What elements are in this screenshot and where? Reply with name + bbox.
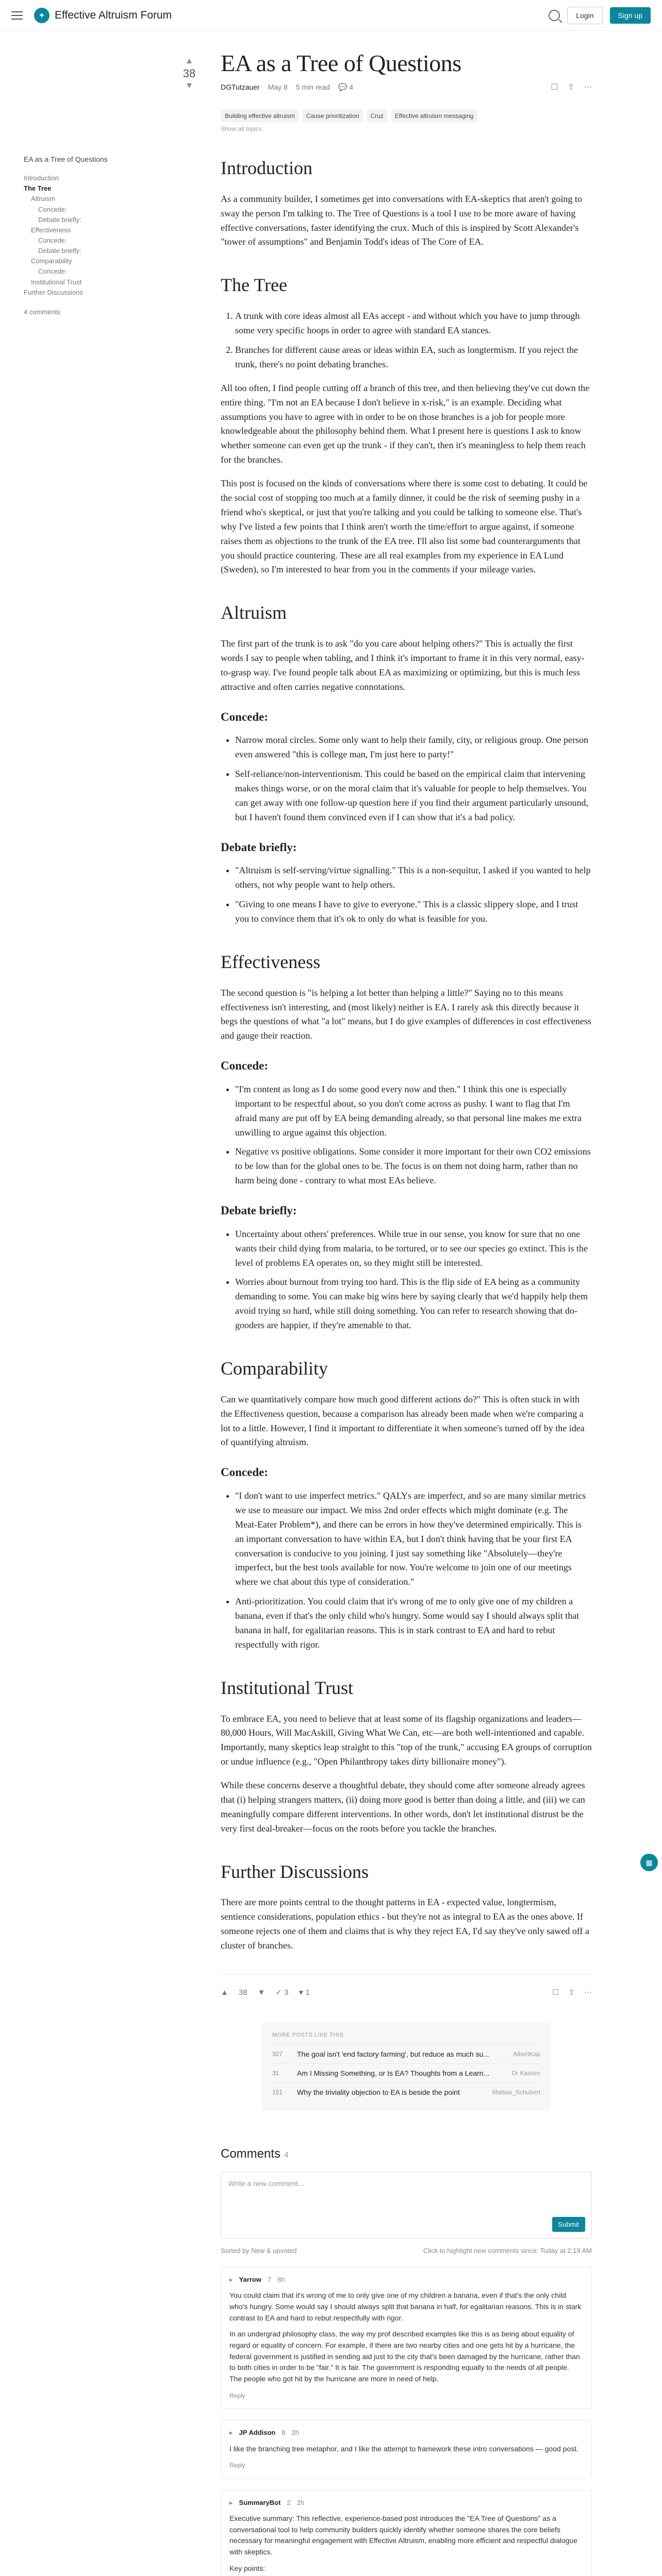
reply-button[interactable]: Reply [229, 2462, 245, 2469]
related-post-row[interactable] [272, 2044, 540, 2063]
comment-author[interactable]: Yarrow [239, 2276, 261, 2284]
list-item: • Self-reliance/non-interventionism. This could be based on the empirical claim that intervening makes things worse, or on the moral claim that it's valuable for people to help themselves. You can get away with one follow-up question here if you find their argument particularly unsound, but I haven't found them convinced even if I can show that it's a bad policy. [235, 767, 592, 825]
subheading: Concede: [221, 1059, 268, 1073]
reply-button[interactable]: Reply [229, 2392, 245, 2399]
paragraph: To embrace EA, you need to believe that at least some of its flagship organizations and leaders—80,000 Hours, Will MacAskill, Giving What We Can, etc—are both well-intentioned and capable. Importantly, many skeptics leap straight to this "top of the trunk," accusing EA groups of corruption or undue influence (e.g., "Open Philanthropy takes dirty billionaire money"). [221, 1713, 592, 1767]
topic-tag[interactable]: Building effective altruism [221, 110, 299, 122]
comment-time: 2h [291, 2429, 300, 2437]
downvote-icon[interactable]: ▼ [257, 1988, 266, 1997]
chat-fab-icon[interactable]: ▦ [640, 1854, 658, 1871]
section-heading: Further Discussions [221, 1861, 369, 1882]
more-icon[interactable]: ⋯ [584, 83, 592, 92]
subheading: Concede: [221, 710, 268, 723]
post-title: EA as a Tree of Questions [221, 50, 461, 76]
collapse-icon[interactable]: ▸ [229, 2498, 233, 2506]
comment-karma: 8 [282, 2429, 286, 2437]
list-item: • Anti-prioritization. You could claim that it's wrong of me to only give one of my children a banana, even if that's the only child who's hungry. Some would say I should always split that banana in half, for egalitarian reasons. This is in stark contrast to EA and hard to rebut respectfully with rigor. [235, 1595, 592, 1652]
comments-title: Comments [221, 2147, 281, 2161]
toc-comments-link[interactable]: 4 comments [24, 308, 60, 316]
share-icon[interactable]: ⇧ [567, 83, 574, 92]
paragraph: While these concerns deserve a thoughtful debate, they should come after someone already agrees that (i) helping strangers matters, (ii) doing more good is better than doing a little, and (iii) we can meaningfully compare different interventions. In other words, don't let institutional distrust be the very first deal-breaker—focus on the roots before you tackle the branches. [221, 1780, 585, 1834]
comment-author[interactable]: JP Addison [239, 2429, 276, 2437]
comment [221, 2490, 592, 2576]
comment-count: 4 [349, 82, 354, 91]
paragraph: This post is focused on the kinds of conversations where there is some cost to debating. It could be the social cost of stopping too much at a family dinner, it could be the risk of seeming pushy in a friend who's skeptical, or just that you're talking and you could be talking to someone else. That's why I've listed a few points that I think aren't worth the time/effort to argue against, if someone raises them as objections to the trunk of the EA tree. I'll also list some bad counterarguments that you should practice countering. These are all real examples from my experience in EA Lund (Sweden), so I'm interested to hear from you in the comments if your mileage varies. [221, 478, 588, 575]
login-button[interactable]: Login [567, 7, 602, 24]
heart-count: 1 [305, 1988, 310, 1997]
related-post-author[interactable]: Dr Kassim [511, 2070, 540, 2077]
more-posts-box [262, 2023, 551, 2111]
submit-button[interactable]: Submit [552, 2217, 585, 2232]
bottom-vote-count: 38 [238, 1988, 247, 1997]
bullet-list [235, 1489, 592, 1652]
toc-item[interactable]: Debate briefly: [38, 215, 81, 224]
topic-tag[interactable]: Cause prioritization [302, 110, 363, 122]
toc-item[interactable]: Debate briefly: [38, 247, 81, 255]
list-item: • "Giving to one means I have to give to everyone." This is a classic slippery slope, and I trust you to convince them that it's ok to only do what is feasible for you. [235, 897, 592, 926]
list-item: • Narrow moral circles. Some only want to help their family, city, or religious group. One person even answered "this is college man, I'm just here to party!" [235, 733, 592, 762]
comment-sort-row [221, 2247, 592, 2255]
table-of-contents [24, 155, 127, 317]
toc-item[interactable]: Altruism [31, 195, 55, 203]
read-time: 5 min read [295, 83, 330, 91]
subheading: Debate briefly: [221, 1204, 297, 1217]
subheading: Debate briefly: [221, 840, 297, 854]
toc-item[interactable]: Institutional Trust [31, 278, 82, 286]
related-post-row[interactable] [272, 2063, 540, 2082]
share-icon[interactable]: ⇧ [568, 1988, 575, 1997]
list-item: • "I'm content as long as I do some good every now and then." I think this one is especially important to be respectful about, so you don't come across as pushy. I want to flag that I'm afraid many are put off by EA being demanding already, so that personal line makes me extra unwilling to argue against this objection. [235, 1082, 592, 1140]
paragraph: There are more points central to the thought patterns in EA - expected value, longtermism, sentience considerations, population ethics - but they're not as integral to EA as the ones above. If someone rejects one of them and claims that is why they reject EA, I'd say they've only sawed off a cluster of branches. [221, 1897, 589, 1951]
section-heading: The Tree [221, 275, 287, 296]
comment-header [229, 2275, 583, 2285]
top-bar [0, 0, 662, 31]
section-heading: Introduction [221, 158, 312, 178]
comment-paragraph: Key points: [229, 2564, 266, 2572]
comment-karma: 7 [267, 2276, 272, 2284]
list-item: • Uncertainty about others' preferences. While true in our sense, you know for sure that no one wants their child dying from malaria, to be tortured, or to see our species go extinct. This is the level of problems EA operates on, so they might still be interested. [235, 1227, 592, 1270]
heart-reaction[interactable]: ♥ 1 [299, 1988, 310, 1997]
agree-count: 3 [284, 1988, 289, 1997]
signup-button[interactable]: Sign up [610, 7, 651, 24]
comment-paragraph: I like the branching tree metaphor, and I like the attempt to framework these intro conversations — good post. [229, 2444, 579, 2453]
collapse-icon[interactable]: ▸ [229, 2276, 233, 2284]
toc-item[interactable]: Concede: [38, 205, 67, 213]
related-post-title[interactable]: Am I Missing Something, or Is EA? Thoughts from a Learn... [297, 2069, 490, 2078]
section-heading: Altruism [221, 602, 287, 623]
site-name[interactable]: Effective Altruism Forum [55, 9, 172, 21]
related-post-row[interactable] [272, 2082, 540, 2102]
comment-time: 2h [296, 2498, 305, 2506]
section-heading: Comparability [221, 1358, 328, 1379]
search-icon[interactable] [549, 10, 560, 21]
topic-tag[interactable]: Cruz [367, 110, 388, 122]
list-item: • "I don't want to use imperfect metrics." QALYs are imperfect, and so are many similar metrics we use to measure our impact. We miss 2nd order effects which might dominate (e.g. The Meat-Eater Problem*), and there can be errors in how they've determined empirically. This is an important conversation to have within EA, but I don't think having that be your first EA conversation is conducive to you joining. I just say something like "Absolutely—they're imperfect, but the best tools available for now. You're welcome to join one of our meetings where we chat about this type of consideration." [235, 1489, 592, 1589]
bullet-list [235, 1082, 592, 1188]
list-item: 2. Branches for different cause areas or ideas within EA, such as longtermism. If you reject the trunk, there's no point debating branches. [235, 343, 592, 372]
toc-item[interactable]: Comparability [31, 257, 72, 265]
comment-paragraph: You could claim that it's wrong of me to only give one of my children a banana, even if that's the only child who's hungry. Some would say I should always split that banana in half, for egalitarian reasons. This is in stark contrast to EA and hard to rebut respectfully with rigor. [229, 2291, 582, 2322]
comment-paragraph: In an undergrad philosophy class, the way my prof described examples like this is as being about equality of regard or equality of concern. For example, if there are two nearby cities and one gets hit by a hurricane, the federal government is justified in sending aid just to the city that's been damaged by the hurricane, rather than to both cities in order to be "fair." It is fair. The government is responding equally to the needs of all people. The people who got hit by the hurricane are more in need of help. [229, 2330, 580, 2383]
more-posts-header: MORE POSTS LIKE THIS [272, 2032, 344, 2039]
toc-item[interactable]: Concede: [38, 236, 67, 245]
new-comment-box[interactable] [221, 2172, 592, 2239]
paragraph: Can we quantitatively compare how much good different actions do?" This is often stuck in with the Effectiveness question, because a comparison has already been made when we're comparing a lot to a little. However, I find it important to differentiate it when someone's turned off by the idea of quantifying altruism. [221, 1394, 585, 1448]
section-heading: Effectiveness [221, 951, 321, 972]
subheading: Concede: [221, 1466, 268, 1479]
bullet-list [235, 1227, 592, 1333]
toc-item[interactable]: Further Discussions [24, 288, 83, 296]
bookmark-icon[interactable]: ☐ [551, 83, 558, 92]
tree-list [235, 309, 592, 372]
paragraph: The first part of the trunk is to ask "do you care about helping others?" This is actually the first words I say to people when tabling, and I think it's important to frame it in this very normal, easy-to-grasp way. I've found people talk about EA as maximizing or optimizing, but this is much less attractive and often carries negative connotations. [221, 638, 585, 692]
toc-item[interactable]: Concede: [38, 267, 67, 276]
menu-icon[interactable] [11, 11, 23, 20]
side-vote [181, 57, 197, 91]
list-item: • Negative vs positive obligations. Some consider it more important for their own CO2 emissions to be low than for the global ones to be. The focus is on them not doing harm, rather than no harm being done - contrary to what most EAs believe. [235, 1145, 592, 1188]
related-post-karma: 31 [272, 2070, 279, 2077]
collapse-icon[interactable]: ▸ [229, 2429, 233, 2437]
comment-author[interactable]: SummaryBot [239, 2498, 281, 2506]
toc-item[interactable]: Introduction [24, 174, 59, 182]
related-post-title[interactable]: Why the triviality objection to EA is beside the point [297, 2088, 460, 2097]
more-icon[interactable]: ⋯ [584, 1988, 592, 1997]
topic-tag[interactable]: Effective altruism messaging [391, 110, 478, 122]
comments-count: 4 [284, 2151, 289, 2160]
paragraph: The second question is "is helping a lot better than helping a little?" Saying no to this means effectiveness isn't interesting, and (most likely) neither is EA. I rarely ask this directly because it begs the questions of what "a lot" means, but I do give examples of differences in cost effectiveness and gauge their reaction. [221, 987, 591, 1041]
bullet-list [235, 733, 592, 824]
toc-title[interactable]: EA as a Tree of Questions [24, 155, 108, 163]
related-post-author[interactable]: AlbertKap [513, 2050, 540, 2058]
comment-placeholder: Write a new comment... [228, 2179, 304, 2188]
comment-header [229, 2498, 583, 2508]
toc-item[interactable]: The Tree [24, 184, 52, 193]
comment-paragraph: Executive summary: This reflective, experience-based post introduces the "EA Tree of Questions" as a conversational tool to help community builders quickly identify whether someone shares the core beliefs necessary for meaningful engagement with Effective Altruism, enabling more efficient and respectful dialogue with skeptics. [229, 2514, 577, 2556]
post-main [221, 49, 592, 2576]
upvote-icon[interactable]: ▲ [185, 57, 193, 65]
paragraph: All too often, I find people cutting off a branch of this tree, and then believing they've cut down the entire thing. "I'm not an EA because I don't believe in x-risk," is an example. Deciding what assumptions you have to agree with in order to be on those branches is a job for people more knowledgeable about the philosophy behind them. What I present here is questions I ask to know whether someone can even get up the trunk - if they can't, then it's meaningless to help them reach for the branches. [221, 382, 590, 465]
comment-header [229, 2428, 583, 2438]
agree-reaction[interactable]: ✓ 3 [275, 1988, 289, 1997]
comment-karma: 2 [287, 2498, 291, 2506]
list-item: 1. A trunk with core ideas almost all EAs accept - and without which you have to jump through some very specific hoops in order to agree with standard EA stances. [235, 309, 592, 338]
comment [221, 2267, 592, 2409]
related-post-karma: 327 [272, 2050, 283, 2058]
forum-logo-icon[interactable]: ✦ [34, 8, 49, 23]
list-item: • Worries about burnout from trying too hard. This is the flip side of EA being as a community demanding to some. You can make big wins here by saying clearly that we'd happily help them avoid trying so hard, while still doing something. You can refer to research showing that do-gooders are happier, if they're amenable to that. [235, 1275, 592, 1333]
tag-list [221, 110, 592, 122]
post-date: May 8 [268, 83, 288, 91]
show-all-topics[interactable]: Show all topics [221, 125, 262, 132]
comment-count-link[interactable]: 💬 4 [338, 82, 354, 91]
toc-item[interactable]: Effectiveness [31, 226, 71, 234]
paragraph: As a community builder, I sometimes get into conversations with EA-skeptics that aren't going to sway the person I'm talking to. The Tree of Questions is a tool I use to be more aware of having effective conversations, faster identifying the crux. Much of this is inspired by Scott Alexander's "tower of assumptions" and Benjamin Todd's ideas of The Core of EA. [221, 193, 582, 247]
comment [221, 2420, 592, 2479]
downvote-icon[interactable]: ▼ [185, 81, 193, 90]
comments-section [221, 2147, 592, 2576]
post-meta [221, 82, 592, 92]
vote-count: 38 [183, 67, 196, 80]
comment-time: 8h [277, 2276, 285, 2284]
bullet-list [235, 863, 592, 926]
related-post-title[interactable]: The goal isn't 'end factory farming', but reduce as much su... [297, 2050, 489, 2059]
upvote-icon[interactable]: ▲ [221, 1988, 228, 1997]
post-body [221, 154, 592, 1953]
comments-header [221, 2147, 592, 2161]
author-link[interactable]: DGTutzauer [221, 83, 260, 91]
sort-dropdown[interactable]: Sorted by New & upvoted [221, 2247, 297, 2255]
highlight-new[interactable]: Click to highlight new comments since: Today at 2:19 AM [423, 2247, 592, 2255]
related-post-karma: 151 [272, 2089, 283, 2096]
bottom-vote-bar [221, 1974, 592, 1997]
list-item: • "Altruism is self-serving/virtue signalling." This is a non-sequitur, I asked if you wanted to help others, not why people want to help others. [235, 863, 592, 892]
section-heading: Institutional Trust [221, 1677, 354, 1698]
bookmark-icon[interactable]: ☐ [552, 1988, 559, 1997]
related-post-author[interactable]: Mattias_Schubert [492, 2089, 540, 2096]
